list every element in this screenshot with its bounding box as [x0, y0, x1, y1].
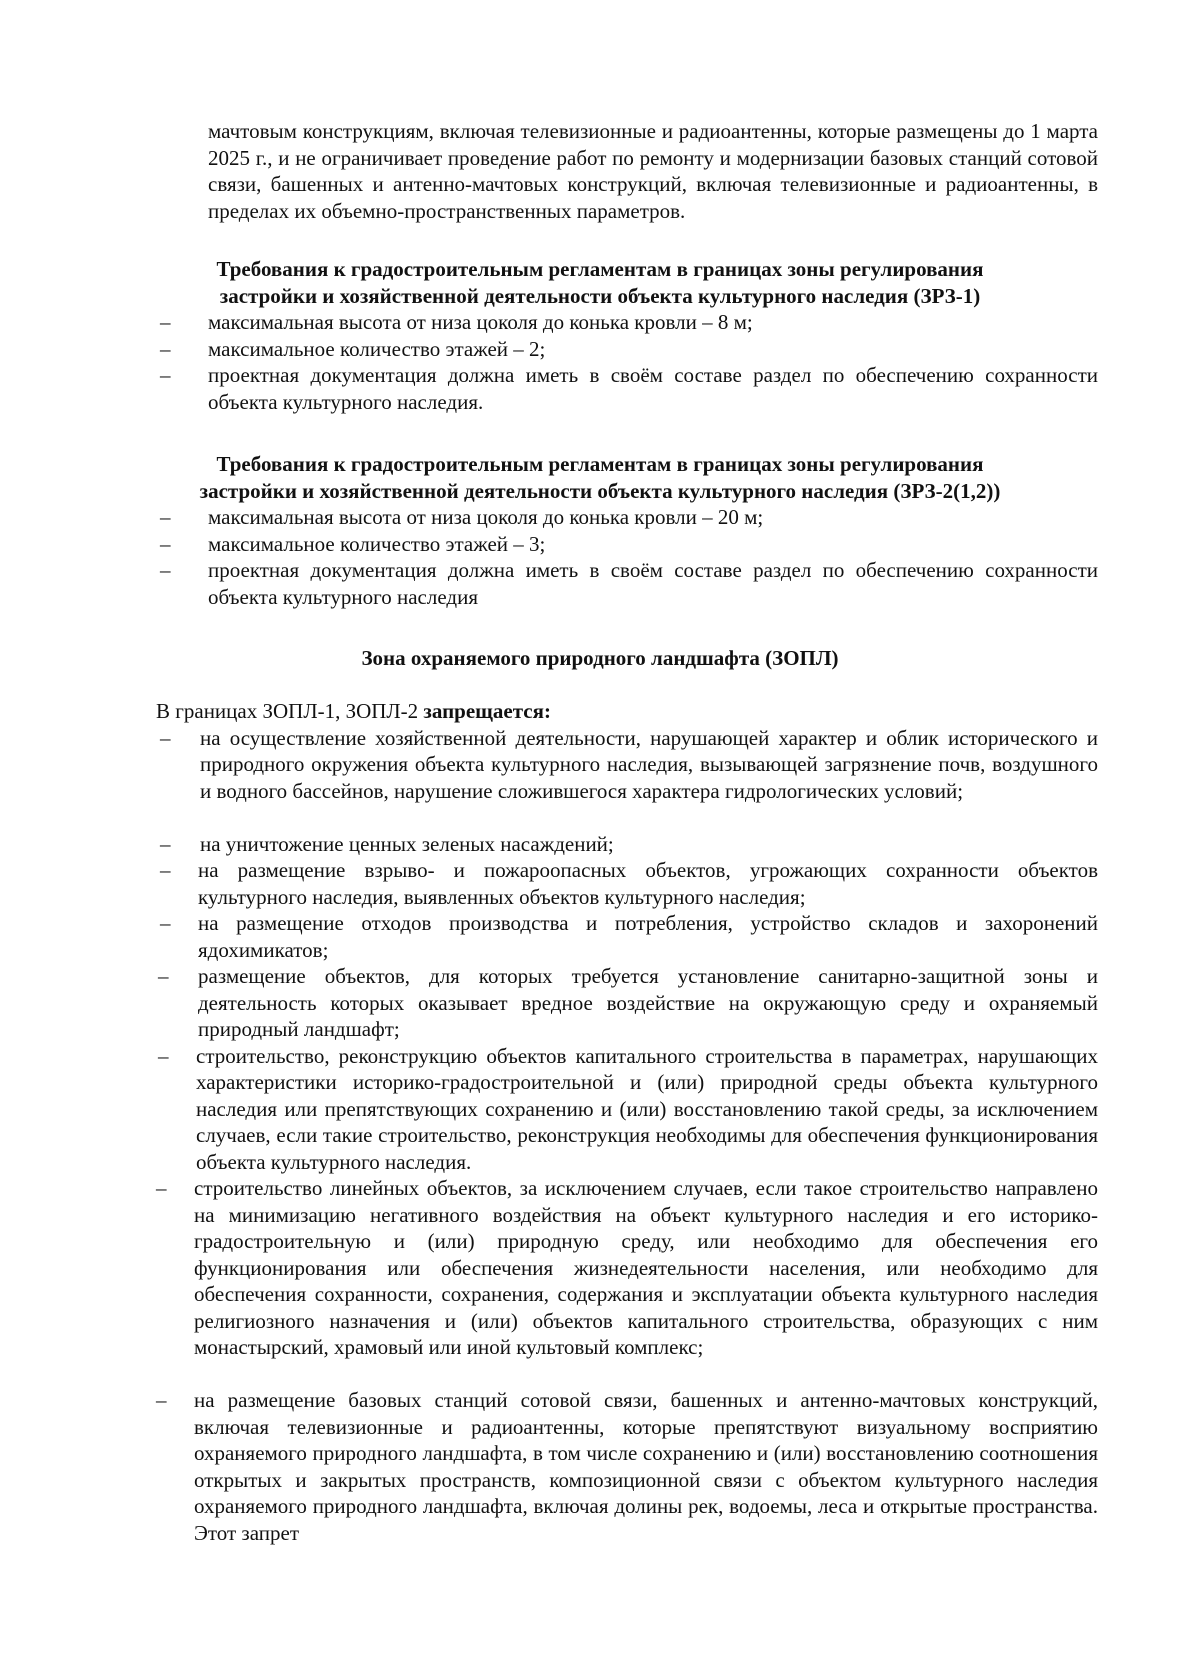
zopl-item: на размещение взрыво- и пожароопасных объектов, угрожающих сохранности объектов культурного наследия, выявленных объектов культурного наследия;: [198, 858, 1098, 909]
zrz2-item: максимальное количество этажей – 3;: [208, 531, 546, 556]
zopl-item: на размещение базовых станций сотовой связи, башенных и антенно-мачтовых конструкций, включая телевизионные и радиоантенны, которые препятствуют визуальному восприятию охраняемого природного ландшафта, в том числе сохранению и (или) восстановлению соотношения открытых и закрытых пространств, композиционной связи с объектом культурного наследия охраняемого природного ландшафта, включая долины рек, водоемы, леса и открытые пространства. Этот запрет: [194, 1388, 1098, 1545]
list-bullet: –: [160, 725, 171, 750]
zrz1-item: проектная документация должна иметь в своём составе раздел по обеспечению сохранности объекта культурного наследия.: [208, 363, 1098, 414]
zrz1-item: максимальное количество этажей – 2;: [208, 336, 546, 361]
list-bullet: –: [160, 911, 171, 935]
zopl-item: на уничтожение ценных зеленых насаждений;: [200, 831, 614, 856]
list-bullet: –: [160, 363, 171, 387]
zopl-intro: [156, 698, 551, 725]
list-bullet: –: [156, 1388, 167, 1412]
zrz2-item: проектная документация должна иметь в своём составе раздел по обеспечению сохранности объекта культурного наследия: [208, 558, 1098, 609]
zopl-intro-bold: запрещается:: [423, 699, 551, 723]
list-bullet: –: [160, 505, 171, 529]
zopl-item: на размещение отходов производства и потребления, устройство складов и захоронений ядохимикатов;: [198, 911, 1098, 962]
list-bullet: –: [160, 831, 171, 856]
zopl-intro-text: В границах ЗОПЛ-1, ЗОПЛ-2: [156, 699, 424, 723]
zrz1-heading-line1: Требования к градостроительным регламентам в границах зоны регулирования: [216, 257, 984, 281]
list-bullet: –: [158, 964, 169, 988]
list-bullet: –: [160, 336, 171, 361]
zopl-item: размещение объектов, для которых требуется установление санитарно-защитной зоны и деятельность которых оказывает вредное воздействие на окружающую среду и охраняемый природный ландшафт;: [198, 964, 1098, 1041]
zrz2-item: максимальная высота от низа цоколя до конька кровли – 20 м;: [208, 505, 764, 529]
list-bullet: –: [160, 558, 171, 582]
list-bullet: –: [158, 1043, 169, 1068]
zrz2-heading-line1: Требования к градостроительным регламентам в границах зоны регулирования: [216, 452, 984, 476]
list-bullet: –: [156, 1176, 167, 1200]
continuation-paragraph: мачтовым конструкциям, включая телевизионные и радиоантенны, которые размещены до 1 марта 2025 г., и не ограничивает проведение работ по ремонту и модернизации базовых станций сотовой связи, башенных и антенно-мачтовых конструкций, включая телевизионные и радиоантенны, в пределах их объемно-пространственных параметров.: [208, 119, 1098, 223]
zopl-item: строительство линейных объектов, за исключением случаев, если такое строительство направлено на минимизацию негативного воздействия на объект культурного наследия и его историко-градостроительную и (или) природную среду, или необходимо для обеспечения его функционирования или обеспечения жизнедеятельности населения, или необходимо для обеспечения сохранности, сохранения, содержания и эксплуатации объекта культурного наследия религиозного назначения и (или) объектов капитального строительства, образующих с ним монастырский, храмовый или иной культовый комплекс;: [194, 1176, 1098, 1359]
zrz1-heading-line2: застройки и хозяйственной деятельности объекта культурного наследия (ЗРЗ-1): [219, 283, 981, 308]
zrz1-item: максимальная высота от низа цоколя до конька кровли – 8 м;: [208, 310, 753, 334]
zopl-item: строительство, реконструкцию объектов капитального строительства в параметрах, нарушающих характеристики историко-градостроительной и (или) природной среды объекта культурного наследия или препятствующих сохранению и (или) восстановлению такой среды, за исключением случаев, если такие строительство, реконструкция необходимы для обеспечения функционирования объекта культурного наследия.: [196, 1043, 1098, 1174]
zopl-item: на осуществление хозяйственной деятельности, нарушающей характер и облик исторического и природного окружения объекта культурного наследия, вызывающей загрязнение почв, воздушного и водного бассейнов, нарушение сложившегося характера гидрологических условий;: [200, 725, 1098, 803]
list-bullet: –: [160, 858, 171, 882]
zopl-title: Зона охраняемого природного ландшафта (ЗОПЛ): [361, 646, 839, 670]
list-bullet: –: [160, 310, 171, 334]
zrz2-heading-line2: застройки и хозяйственной деятельности объекта культурного наследия (ЗРЗ-2(1,2)): [199, 478, 1001, 503]
list-bullet: –: [160, 531, 171, 556]
